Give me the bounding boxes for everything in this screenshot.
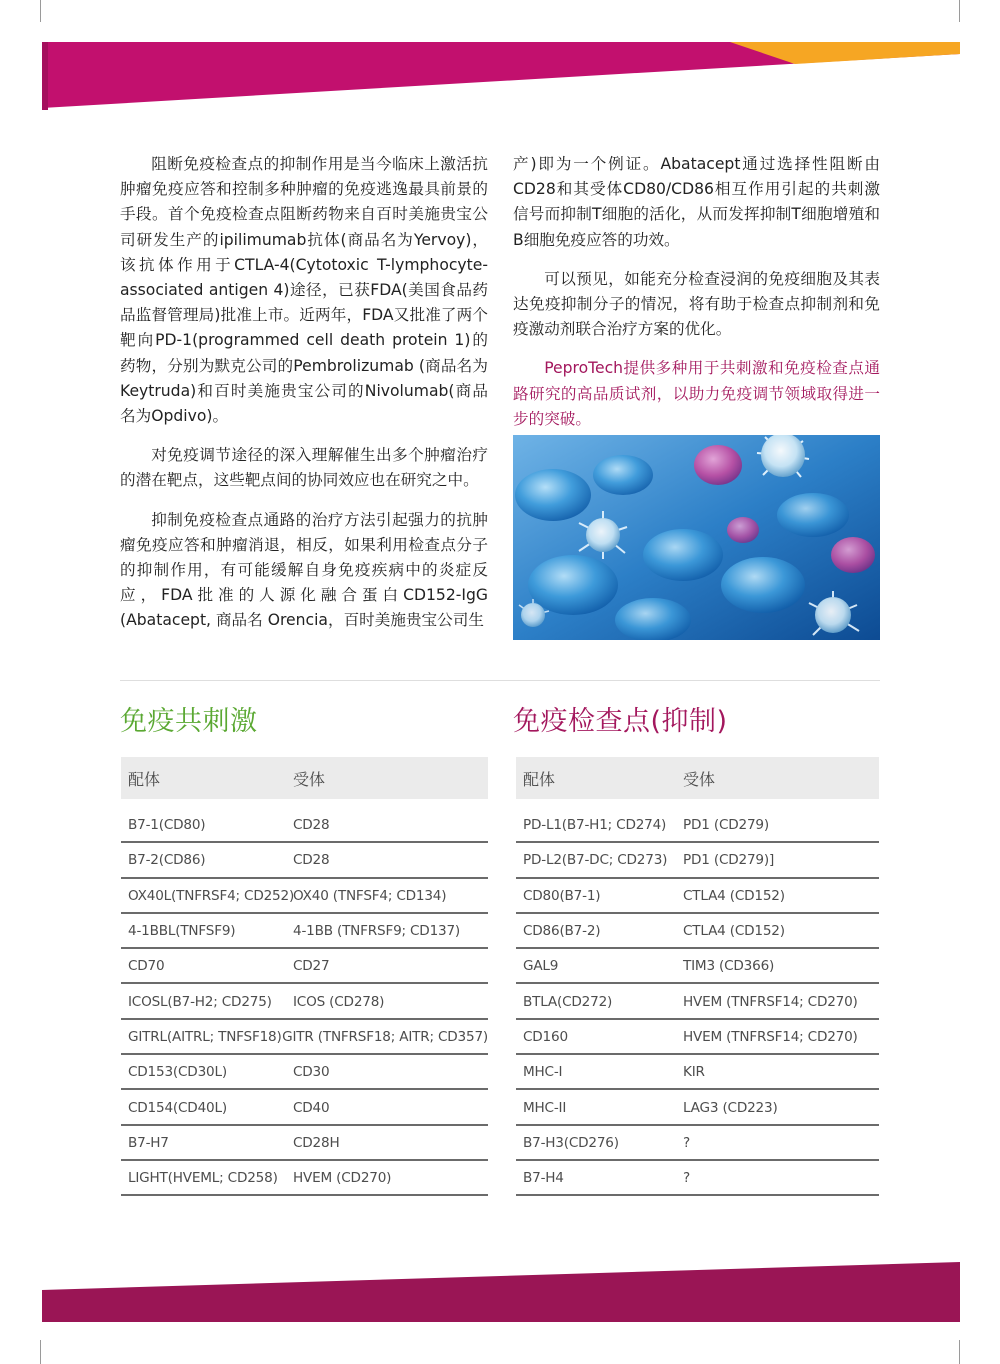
header-banner (0, 0, 1000, 130)
table-row (516, 1127, 879, 1161)
ligand-cell: ICOSL(B7-H2; CD275) (128, 993, 272, 1010)
pink-cell (831, 537, 875, 573)
table-row (121, 1162, 488, 1196)
table-row (516, 1056, 879, 1090)
table-row (121, 1127, 488, 1161)
footer-purple-band (42, 1262, 960, 1322)
banner-dark-tip (42, 42, 48, 110)
immune-cells-illustration (513, 435, 880, 640)
ligand-cell: CD160 (523, 1028, 568, 1045)
receptor-cell: CD27 (293, 958, 330, 975)
ligand-cell: B7-H4 (523, 1170, 564, 1187)
header-receptor: 受体 (683, 769, 716, 789)
receptor-cell: PD1 (CD279) (683, 817, 769, 834)
ligand-cell: BTLA(CD272) (523, 993, 613, 1010)
red-blood-cell (593, 455, 653, 495)
receptor-cell: OX40 (TNFSF4; CD134) (293, 887, 447, 904)
ligand-cell: B7-H7 (128, 1134, 169, 1151)
ligand-cell: CD86(B7-2) (523, 923, 601, 940)
receptor-cell: 4-1BB (TNFRSF9; CD137) (293, 923, 461, 940)
table-header (516, 757, 879, 799)
paragraph-checkpoint-blockade: 阻断免疫检查点的抑制作用是当今临床上激活抗肿瘤免疫应答和控制多种肿瘤的免疫逃逸最具前景的手段。首个免疫检查点阻断药物来自百时美施贵宝公司研发生产的ipilimumab抗体(商品名为Yervoy)，该抗体作用于CTLA-4(Cytotoxic T-lymphocyte-associated antigen 4)途径，已获FDA(美国食品药品监督管理局)批准上市。近两年，FDA又批准了两个靶向PD-1(programmed cell death protein 1)的药物，分别为默克公司的Pembrolizumab (商品名为Keytruda)和百时美施贵宝公司的Nivolumab(商品名为Opdivo)。 (120, 155, 488, 426)
table-header (121, 757, 488, 799)
receptor-cell: CTLA4 (CD152) (683, 887, 785, 904)
table-row (516, 809, 879, 843)
table-row (516, 950, 879, 984)
table-row (516, 880, 879, 914)
pink-cell (694, 445, 742, 485)
table-row (121, 809, 488, 843)
ligand-cell: LIGHT(HVEML; CD258) (128, 1170, 278, 1187)
table-row (121, 844, 488, 878)
table-row (516, 1162, 879, 1196)
header-ligand: 配体 (128, 769, 161, 789)
receptor-cell: ICOS (CD278) (293, 993, 385, 1010)
footer-banner (0, 1250, 1000, 1364)
pink-cell (727, 517, 759, 543)
table-row (121, 985, 488, 1019)
receptor-cell: HVEM (TNFRSF14; CD270) (683, 993, 858, 1010)
red-blood-cell (615, 598, 691, 640)
table-row (516, 985, 879, 1019)
ligand-cell: 4-1BBL(TNFSF9) (128, 923, 236, 940)
receptor-cell: CD40 (293, 1099, 330, 1116)
paragraph-peprotech: PeproTech提供多种用于共刺激和免疫检查点通路研究的高品质试剂，以助力免疫调节领域取得进一步的突破。 (513, 359, 880, 428)
receptor-cell: TIM3 (CD366) (683, 958, 775, 975)
ligand-cell: CD153(CD30L) (128, 1064, 227, 1081)
ligand-cell: CD154(CD40L) (128, 1099, 227, 1116)
ligand-cell: OX40L(TNFRSF4; CD252) (128, 887, 295, 904)
receptor-cell: ? (683, 1170, 691, 1187)
ligand-cell: GAL9 (523, 958, 559, 975)
ligand-cell: B7-H3(CD276) (523, 1134, 619, 1151)
ligand-cell: B7-1(CD80) (128, 817, 206, 834)
checkpoint-table (516, 757, 879, 1197)
header-ligand: 配体 (523, 769, 556, 789)
paragraph-therapy-approach: 抑制免疫检查点通路的治疗方法引起强力的抗肿瘤免疫应答和肿瘤消退，相反，如果利用检查点分子的抑制作用，有可能缓解自身免疫疾病中的炎症反应，FDA批准的人源化融合蛋白CD152-IgG (Abatacept, 商品名 Orencia，百时美施贵宝公司生 (120, 510, 488, 630)
section-divider (120, 680, 880, 681)
receptor-cell: CD28H (293, 1134, 340, 1151)
ligand-cell: B7-2(CD86) (128, 852, 206, 869)
paragraph-outlook: 可以预见，如能充分检查浸润的免疫细胞及其表达免疫抑制分子的情况，将有助于检查点抑制剂和免疫激动剂联合治疗方案的优化。 (513, 269, 880, 339)
paragraph-immune-regulation: 对免疫调节途径的深入理解催生出多个肿瘤治疗的潜在靶点，这些靶点间的协同效应也在研究之中。 (120, 446, 488, 490)
costim-section-title: 免疫共刺激 (120, 706, 258, 737)
receptor-cell: CTLA4 (CD152) (683, 923, 785, 940)
table-row (516, 915, 879, 949)
receptor-cell: CD28 (293, 817, 330, 834)
header-receptor: 受体 (293, 769, 326, 789)
ligand-cell: MHC-II (523, 1099, 567, 1116)
receptor-cell: GITR (TNFRSF18; AITR; CD357) (282, 1028, 488, 1045)
receptor-cell: KIR (683, 1064, 705, 1081)
receptor-cell: LAG3 (CD223) (683, 1099, 778, 1116)
paragraph-abatacept: 产)即为一个例证。Abatacept通过选择性阻断由CD28和其受体CD80/CD86相互作用引起的共刺激信号而抑制T细胞的活化，从而发挥抑制T细胞增殖和B细胞免疫应答的功效。 (513, 155, 880, 249)
table-row (121, 1021, 488, 1055)
receptor-cell: CD28 (293, 852, 330, 869)
left-text-column (120, 152, 488, 648)
receptor-cell: HVEM (CD270) (293, 1170, 392, 1187)
red-blood-cell (721, 557, 805, 613)
red-blood-cell (528, 555, 618, 615)
ligand-cell: GITRL(AITRL; TNFSF18) (128, 1028, 282, 1045)
receptor-cell: PD1 (CD279)] (683, 852, 775, 869)
ligand-cell: MHC-I (523, 1064, 563, 1081)
ligand-cell: CD80(B7-1) (523, 887, 601, 904)
red-blood-cell (515, 469, 591, 521)
table-row (516, 1021, 879, 1055)
ligand-cell: PD-L1(B7-H1; CD274) (523, 817, 667, 834)
table-row (121, 1056, 488, 1090)
ligand-cell: PD-L2(B7-DC; CD273) (523, 852, 668, 869)
table-row (121, 915, 488, 949)
receptor-cell: ? (683, 1134, 691, 1151)
ligand-cell: CD70 (128, 958, 165, 975)
table-row (121, 880, 488, 914)
red-blood-cell (643, 529, 723, 581)
table-row (121, 1091, 488, 1125)
table-row (516, 1091, 879, 1125)
table-row (121, 950, 488, 984)
red-blood-cell (777, 493, 849, 537)
checkpoint-section-title: 免疫检查点(抑制) (513, 706, 728, 737)
right-text-column (513, 152, 880, 446)
table-row (516, 844, 879, 878)
receptor-cell: CD30 (293, 1064, 330, 1081)
costim-table (121, 757, 488, 1197)
receptor-cell: HVEM (TNFRSF14; CD270) (683, 1028, 858, 1045)
